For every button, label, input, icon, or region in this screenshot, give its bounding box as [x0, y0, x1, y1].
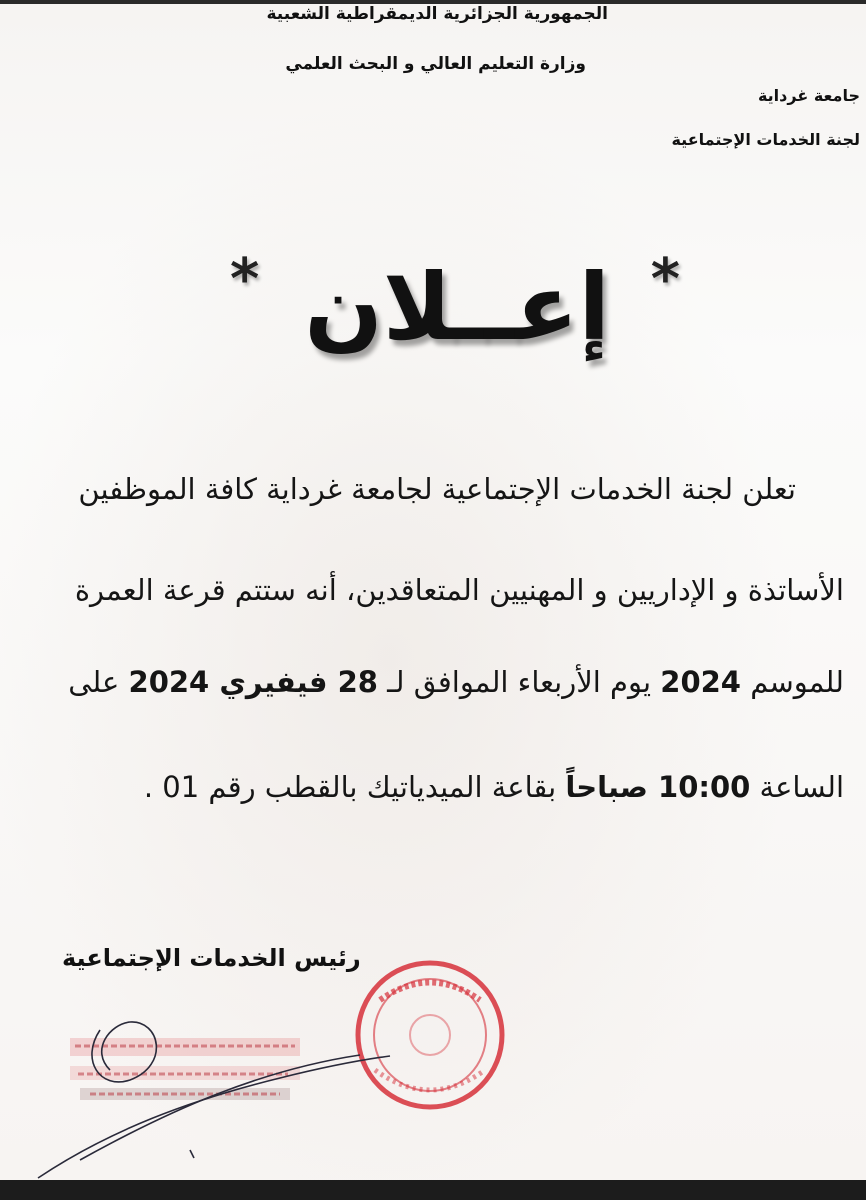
- body-line-3-day: يوم الأربعاء الموافق لـ: [387, 665, 652, 699]
- body-line-3-on: على: [68, 665, 120, 699]
- announcement-title-block: [230, 248, 700, 388]
- name-stamp: [70, 1038, 300, 1100]
- body-line-4: [144, 770, 844, 804]
- round-stamp: [358, 963, 502, 1107]
- draw-date: 28 فيفيري 2024: [128, 665, 378, 699]
- header-republic: الجمهورية الجزائرية الديمقراطية الشعبية: [266, 4, 608, 24]
- scan-bottom-edge: [0, 1180, 866, 1200]
- body-line-3-season: للموسم: [750, 665, 844, 699]
- body-line-4-place: بقاعة الميدياتيك بالقطب رقم 01 .: [143, 770, 557, 804]
- asterisk-ornament-right: *: [650, 247, 680, 312]
- signature-and-stamp: [20, 960, 540, 1190]
- header-ministry: وزارة التعليم العالي و البحث العلمي: [285, 54, 586, 74]
- body-line-4-hour: الساعة: [759, 770, 844, 804]
- announcement-title: إعــلان: [304, 254, 610, 361]
- body-line-3: [68, 665, 844, 699]
- body-line-2: الأساتذة و الإداريين و المهنيين المتعاقدين، أنه ستتم قرعة العمرة: [74, 573, 844, 607]
- draw-time: 10:00 صباحاً: [565, 770, 751, 804]
- asterisk-ornament-left: *: [230, 247, 260, 312]
- body-line-1: تعلن لجنة الخدمات الإجتماعية لجامعة غرداية كافة الموظفين: [78, 472, 796, 506]
- header-committee: لجنة الخدمات الإجتماعية: [671, 130, 860, 149]
- signer-title: رئيس الخدمات الإجتماعية: [62, 944, 361, 972]
- header-university: جامعة غرداية: [757, 86, 860, 105]
- season-year: 2024: [660, 665, 741, 699]
